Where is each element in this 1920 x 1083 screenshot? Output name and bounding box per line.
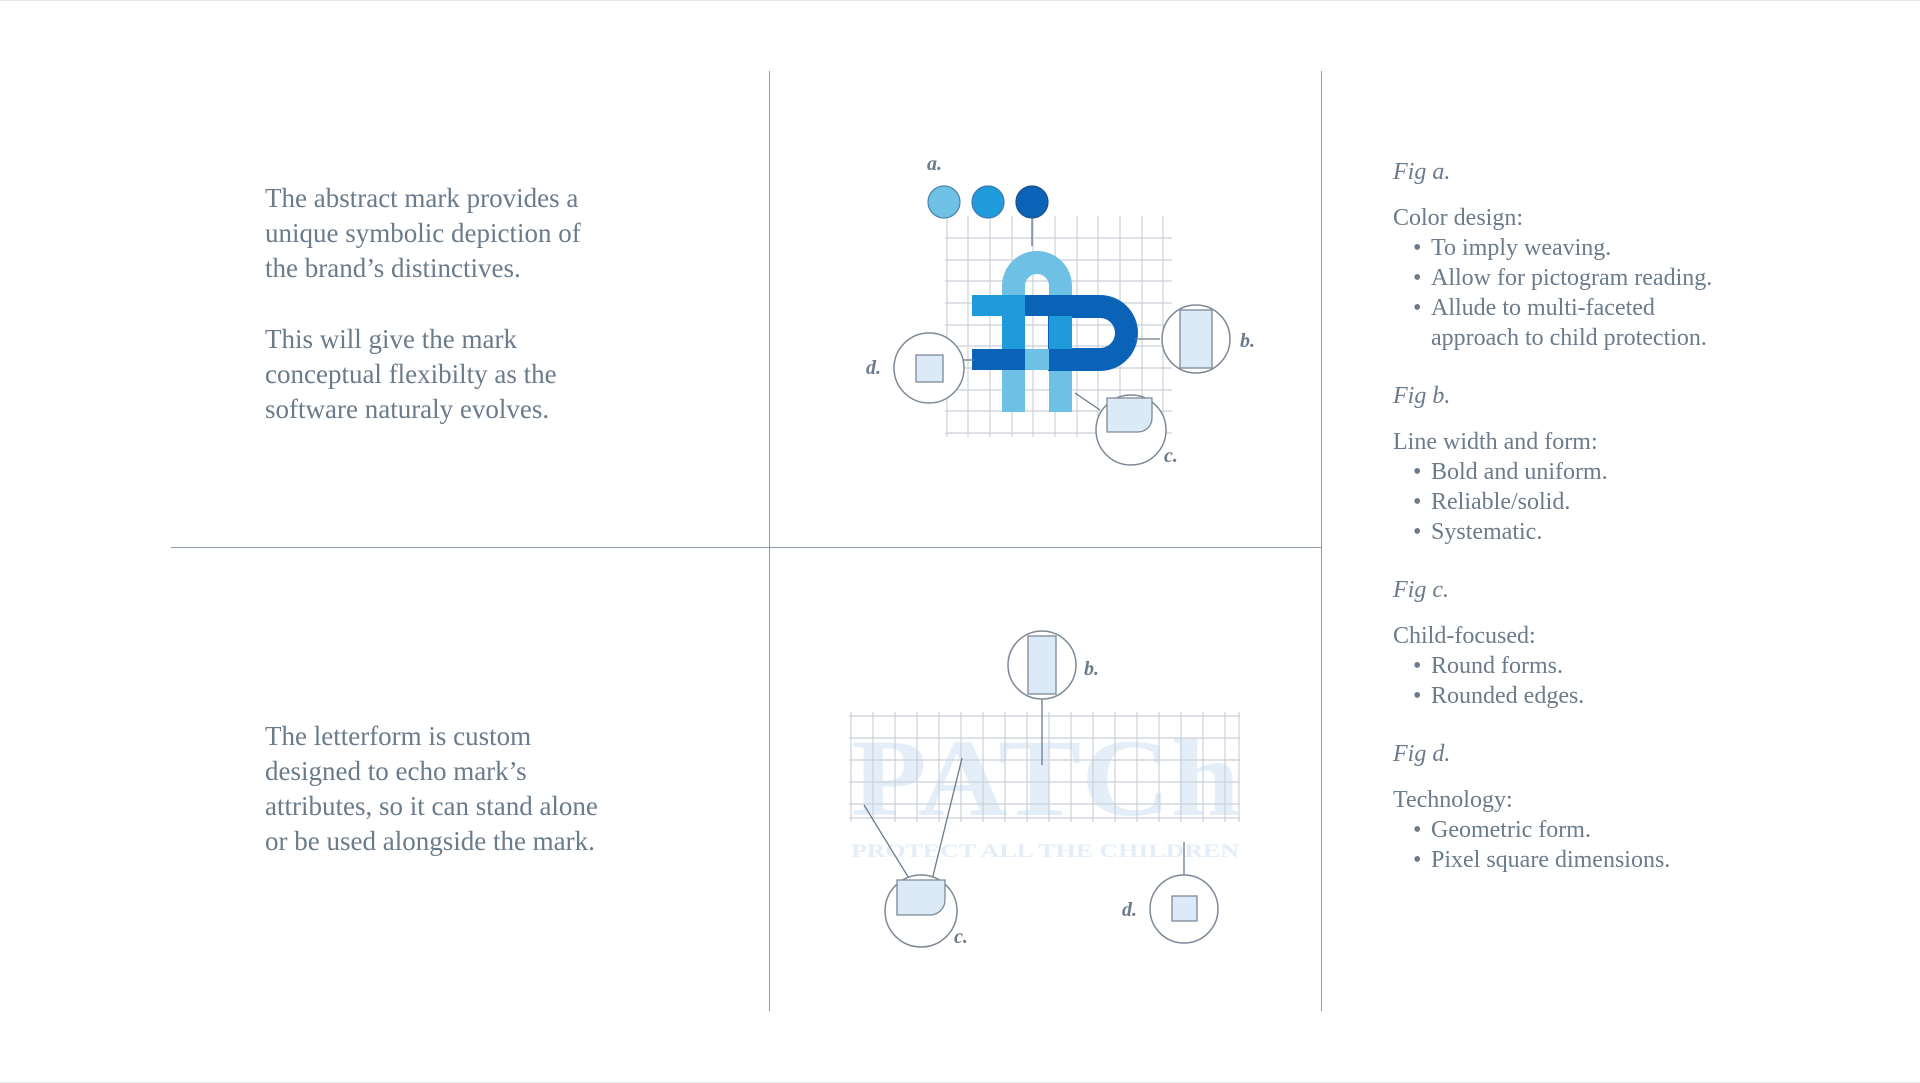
vertical-divider-right bbox=[1321, 71, 1322, 1011]
abstract-mark-diagram bbox=[840, 130, 1280, 480]
fig-b-block bbox=[1393, 381, 1873, 547]
mark-description-paragraph-2: This will give the mark conceptual flexibilty as the software naturaly evolves. bbox=[265, 324, 557, 424]
tagline-text: PROTECT ALL THE CHILDREN bbox=[851, 841, 1240, 862]
fig-c-item: • Rounded edges. bbox=[1413, 681, 1873, 711]
letterform-callout-c-label: c. bbox=[954, 926, 968, 948]
fig-d-list bbox=[1393, 815, 1873, 875]
fig-d-item: • Pixel square dimensions. bbox=[1413, 845, 1873, 875]
fig-a-item: • To imply weaving. bbox=[1413, 233, 1873, 263]
callout-c-label: c. bbox=[1164, 445, 1178, 467]
fig-d-title: Technology: bbox=[1393, 787, 1513, 813]
mark-description-paragraph-1: The abstract mark provides a unique symbolic depiction of the brand’s distinctives. bbox=[265, 183, 581, 283]
fig-d-label: Fig d. bbox=[1393, 741, 1451, 767]
swatch-dark-blue bbox=[1016, 186, 1048, 218]
figure-notes bbox=[1393, 157, 1873, 903]
fig-b-title: Line width and form: bbox=[1393, 429, 1598, 455]
fig-d-item: • Geometric form. bbox=[1413, 815, 1873, 845]
fig-a-item: • Allow for pictogram reading. bbox=[1413, 263, 1873, 293]
fig-a-list bbox=[1393, 233, 1873, 353]
fig-b-item: • Bold and uniform. bbox=[1413, 457, 1873, 487]
callout-b-label: b. bbox=[1240, 330, 1255, 352]
fig-a-block bbox=[1393, 157, 1873, 353]
fig-b-item: • Systematic. bbox=[1413, 517, 1873, 547]
fig-c-list bbox=[1393, 651, 1873, 711]
fig-c-title: Child-focused: bbox=[1393, 623, 1536, 649]
fig-b-item: • Reliable/solid. bbox=[1413, 487, 1873, 517]
fig-b-list bbox=[1393, 457, 1873, 547]
callout-d-label: d. bbox=[866, 357, 881, 379]
swatch-mid-blue bbox=[972, 186, 1004, 218]
letterform-callout-b-label: b. bbox=[1084, 658, 1099, 680]
fig-c-item: • Round forms. bbox=[1413, 651, 1873, 681]
swatch-light-blue bbox=[928, 186, 960, 218]
callout-a-label: a. bbox=[927, 153, 942, 175]
fig-c-block bbox=[1393, 575, 1873, 711]
fig-d-block bbox=[1393, 739, 1873, 875]
woven-mark bbox=[972, 251, 1138, 412]
letterform-description-paragraph: The letterform is custom designed to echo mark’s attributes, so it can stand alone or be used alongside the mark. bbox=[265, 721, 598, 856]
fig-a-label: Fig a. bbox=[1393, 159, 1451, 185]
wordmark-text: PATCh bbox=[851, 717, 1240, 839]
fig-a-title: Color design: bbox=[1393, 205, 1523, 231]
vertical-divider-left bbox=[769, 71, 770, 1011]
fig-b-label: Fig b. bbox=[1393, 383, 1451, 409]
letterform-callout-d-label: d. bbox=[1122, 899, 1137, 921]
horizontal-divider bbox=[171, 547, 1322, 548]
letterform-diagram bbox=[840, 615, 1280, 960]
fig-a-item: • Allude to multi-faceted approach to child protection. bbox=[1413, 293, 1873, 353]
fig-c-label: Fig c. bbox=[1393, 577, 1449, 603]
